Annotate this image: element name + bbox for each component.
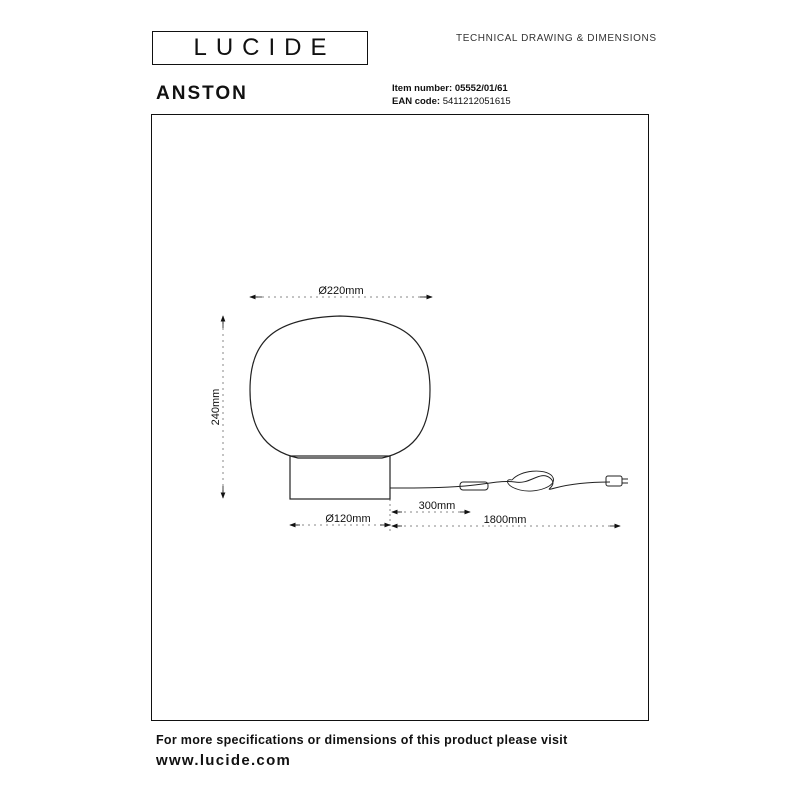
power-cord-loop <box>507 471 553 491</box>
lamp-shade-outline <box>250 316 430 458</box>
product-name: ANSTON <box>156 83 248 104</box>
footer-note: For more specifications or dimensions of this product please visit <box>156 733 568 747</box>
base-diameter-label: Ø120mm <box>325 513 371 525</box>
cord-total-label: 1800mm <box>483 514 527 526</box>
power-cord <box>390 476 610 490</box>
shade-diameter-label: Ø220mm <box>318 285 364 297</box>
logo-text: LUCIDE <box>193 34 336 61</box>
ean-label: EAN code: <box>392 96 441 107</box>
lamp-base <box>290 456 390 499</box>
item-number-label: Item number: <box>392 83 453 94</box>
height-label: 240mm <box>210 388 222 426</box>
item-number-value: 05552/01/61 <box>454 83 508 94</box>
document-type: TECHNICAL DRAWING & DIMENSIONS <box>456 33 657 44</box>
cord-switch-label: 300mm <box>418 500 456 512</box>
website-link[interactable]: www.lucide.com <box>156 752 292 769</box>
ean-value: 5411212051615 <box>442 96 511 107</box>
power-plug <box>606 476 622 486</box>
